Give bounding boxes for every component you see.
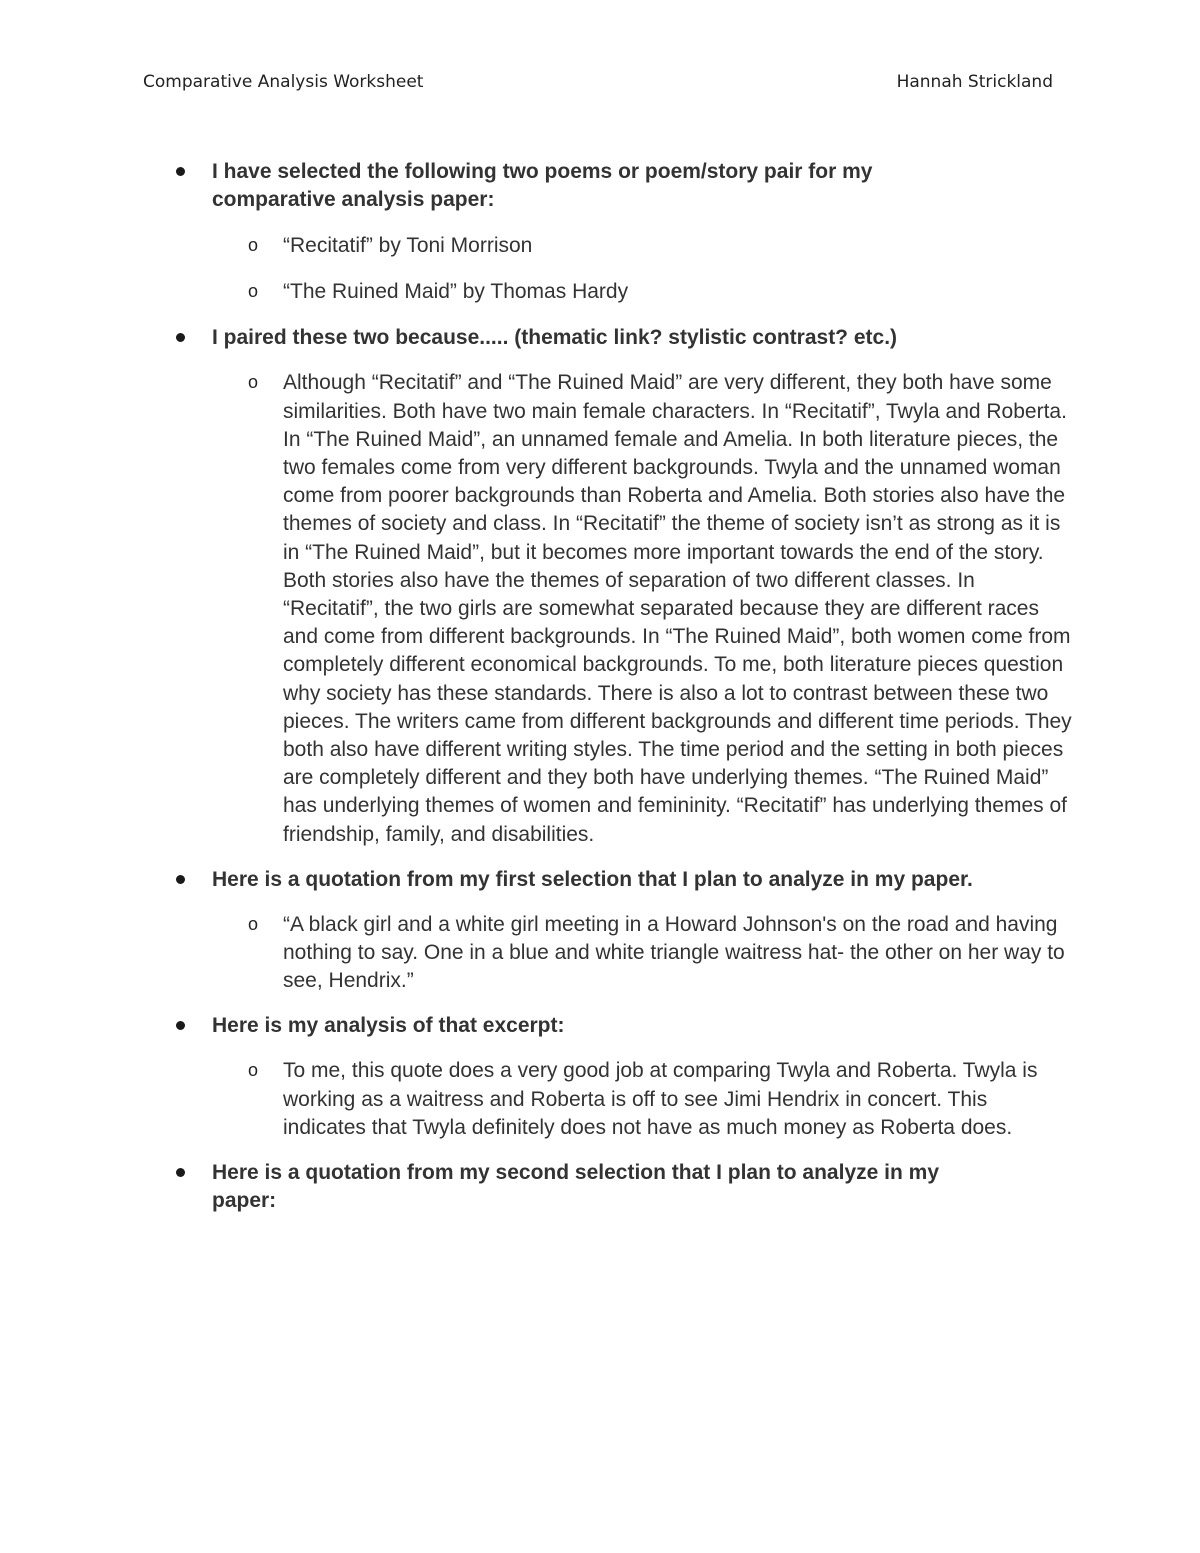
circle-bullet-icon: o	[248, 235, 259, 255]
bullet-icon	[176, 167, 185, 176]
list-item: o “A black girl and a white girl meeting in a Howard Johnson's on the road and having nothing to say. One in a blue and white triangle waitress hat- the other on her way to see, Hendrix.”	[248, 912, 1065, 993]
bullet-icon	[176, 875, 185, 884]
circle-bullet-icon: o	[248, 372, 259, 393]
bullet-icon	[176, 333, 185, 342]
prompt-pairing-reason: I paired these two because..... (thematic link? stylistic contrast? etc.)	[0, 324, 992, 352]
list-item: o Although “Recitatif” and “The Ruined Maid” are very different, they both have some similarities. Both have two main female characters. In “Recitatif”, Twyla and Roberta. In “The Ruined Maid”, an unnamed female and Amelia. In both literature pieces, the two females come from very different backgrounds. Twyla and the unnamed woman come from poorer backgrounds than Roberta and Amelia. Both stories also have the themes of society and class. In “Recitatif” the theme of society isn’t as strong as it is in “The Ruined Maid”, but it becomes more important towards the end of the story. Both stories also have the themes of separation of two different classes. In “Recitatif”, the two girls are somewhat separated because they are different races and come from different backgrounds. In “The Ruined Maid”, both women come from completely different economical backgrounds. To me, both literature pieces question why society has these standards. There is also a lot to contrast between these two pieces. The writers came from different backgrounds and different time periods. They both also have different writing styles. The time period and the setting in both pieces are completely different and they both have underlying themes. “The Ruined Maid” has underlying themes of women and femininity. “Recitatif” has underlying themes of friendship, family, and disabilities.	[248, 371, 1072, 846]
prompt-excerpt-analysis: Here is my analysis of that excerpt:	[0, 1012, 992, 1040]
prompt-first-quotation: Here is a quotation from my first selection that I plan to analyze in my paper.	[0, 866, 992, 894]
circle-bullet-icon: o	[248, 281, 259, 302]
bullet-icon	[176, 1168, 185, 1177]
circle-bullet-icon: o	[248, 913, 259, 934]
list-item: o “Recitatif” by Toni Morrison	[248, 234, 533, 257]
list-item: o To me, this quote does a very good job at comparing Twyla and Roberta. Twyla is working as a waitress and Roberta is off to see Jimi Hendrix in concert. This indicates that Twyla definitely does not have as much money as Roberta does.	[248, 1059, 1038, 1139]
circle-bullet-icon: o	[248, 1060, 259, 1081]
bullet-icon	[176, 1021, 185, 1030]
header-author: Hannah Strickland	[896, 72, 1053, 92]
worksheet-body	[0, 158, 1200, 1215]
prompt-second-quotation: Here is a quotation from my second selection that I plan to analyze in my paper:	[0, 1159, 992, 1215]
list-item: o “The Ruined Maid” by Thomas Hardy	[248, 280, 629, 304]
page-header	[143, 72, 1053, 100]
prompt-selected-works: I have selected the following two poems or poem/story pair for my comparative analysis paper:	[0, 158, 992, 214]
header-title: Comparative Analysis Worksheet	[143, 72, 424, 92]
